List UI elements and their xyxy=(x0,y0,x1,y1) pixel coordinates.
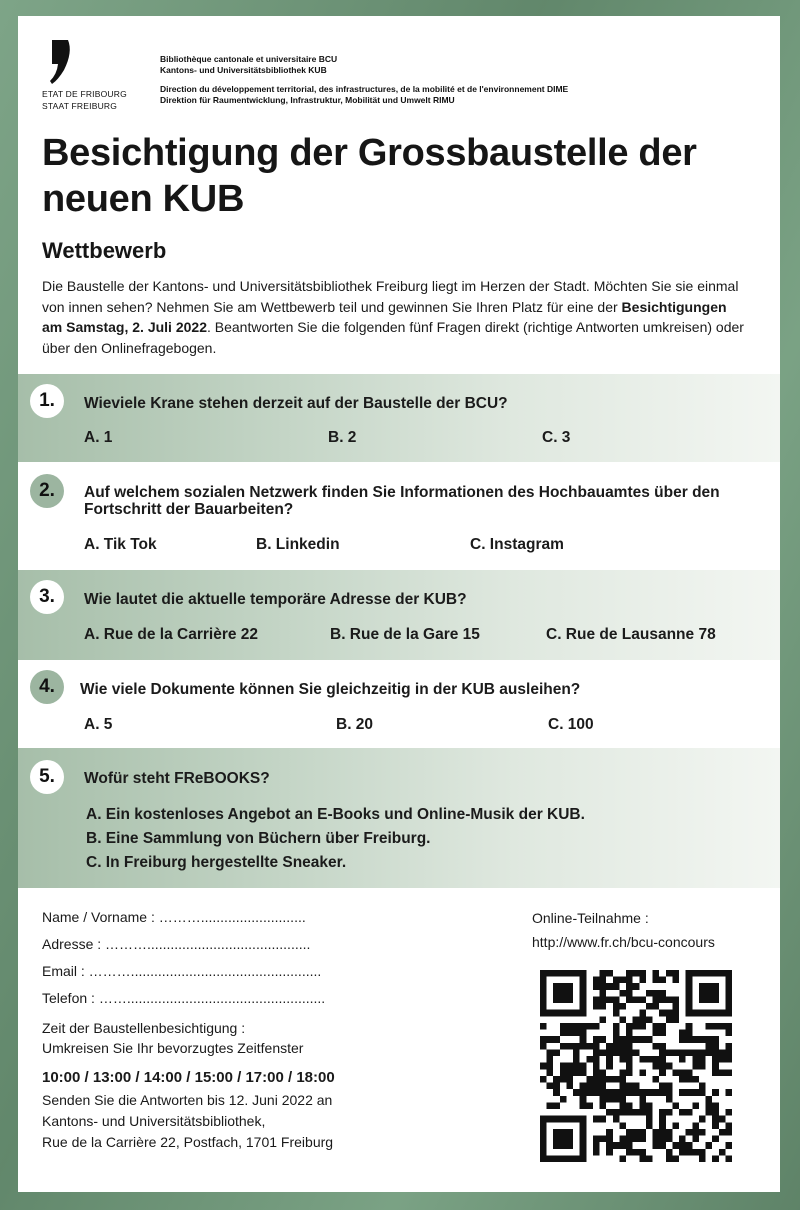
answer-option[interactable]: A. 1 xyxy=(84,429,113,446)
answer-option[interactable]: C. Instagram xyxy=(470,536,564,553)
answer-option[interactable]: C. 3 xyxy=(542,429,571,446)
answer-option[interactable]: B. 20 xyxy=(336,716,374,733)
question-text: Wofür steht FReBOOKS? xyxy=(84,770,270,787)
org-line: Kantons- und Universitätsbibliothek KUB xyxy=(160,65,327,75)
question-number: 4. xyxy=(30,670,64,704)
question-number: 1. xyxy=(30,384,64,418)
name-field[interactable]: Name / Vorname : ………........................... xyxy=(42,909,306,925)
online-participation xyxy=(532,906,715,954)
phone-field[interactable]: Telefon : ……................................................... xyxy=(42,990,326,1006)
question-3 xyxy=(18,570,780,660)
org-line: Direktion für Raumentwicklung, Infrastruktur, Mobilität und Umwelt RIMU xyxy=(160,95,455,105)
page-title: Besichtigung der Grossbaustelle der neuen KUB xyxy=(42,132,697,220)
answer-option[interactable]: B. Rue de la Gare 15 xyxy=(330,626,480,643)
answer-option[interactable]: C. Rue de Lausanne 78 xyxy=(546,626,716,643)
participation-form xyxy=(42,904,502,1153)
org-line: Direction du développement territorial, des infrastructures, de la mobilité et de l'environnement DIME xyxy=(160,84,569,94)
answer-option[interactable]: B. Eine Sammlung von Büchern über Freiburg. xyxy=(86,830,431,847)
qr-code-icon[interactable] xyxy=(540,970,732,1162)
question-text: Auf welchem sozialen Netzwerk finden Sie Informationen des Hochbauamtes über den Fortschritt der Bauarbeiten? xyxy=(84,484,720,518)
question-number: 2. xyxy=(30,474,64,508)
answer-option[interactable]: A. Ein kostenloses Angebot an E-Books und Online-Musik der KUB. xyxy=(86,806,585,823)
address-field[interactable]: Adresse : ……….......................................... xyxy=(42,936,311,952)
header xyxy=(42,38,762,118)
question-5 xyxy=(18,748,780,888)
intro-paragraph: Die Baustelle der Kantons- und Universitätsbibliothek Freiburg liegt im Herzen der Stadt. Möchten Sie sie einmal von innen sehen? Nehmen Sie am Wettbewerb teil und gewinnen Sie Ihren Platz für eine der Besichtigungen am Samstag, 2. Juli 2022. Beantworten Sie die folgenden fünf Fragen direkt (richtige Antworten umkreisen) oder über den Onlinefragebogen. xyxy=(42,278,744,356)
flyer-sheet xyxy=(18,16,780,1192)
question-2 xyxy=(18,462,780,570)
fribourg-comma-logo-icon xyxy=(48,38,74,84)
answer-option[interactable]: A. 5 xyxy=(84,716,113,733)
email-field[interactable]: Email : ………................................................. xyxy=(42,963,322,979)
section-subtitle: Wettbewerb xyxy=(42,238,167,263)
answer-option[interactable]: A. Tik Tok xyxy=(84,536,157,553)
question-4 xyxy=(18,660,780,748)
time-slots[interactable]: 10:00 / 13:00 / 14:00 / 15:00 / 17:00 / 18:00 xyxy=(42,1069,335,1086)
answer-option[interactable]: A. Rue de la Carrière 22 xyxy=(84,626,259,643)
question-1 xyxy=(18,374,780,462)
answer-option[interactable]: C. In Freiburg hergestellte Sneaker. xyxy=(86,854,347,871)
canton-label: ETAT DE FRIBOURG STAAT FREIBURG xyxy=(42,89,127,111)
question-number: 3. xyxy=(30,580,64,614)
answer-option[interactable]: C. 100 xyxy=(548,716,594,733)
org-line: Bibliothèque cantonale et universitaire BCU xyxy=(160,54,338,64)
question-text: Wieviele Krane stehen derzeit auf der Baustelle der BCU? xyxy=(84,395,508,412)
time-label: Zeit der Baustellenbesichtigung : Umkreisen Sie Ihr bevorzugtes Zeitfenster xyxy=(42,1020,304,1056)
online-label: Online-Teilnahme : xyxy=(532,910,649,926)
question-text: Wie lautet die aktuelle temporäre Adresse der KUB? xyxy=(84,591,467,608)
question-text: Wie viele Dokumente können Sie gleichzeitig in der KUB ausleihen? xyxy=(80,681,581,698)
question-number: 5. xyxy=(30,760,64,794)
online-url[interactable]: http://www.fr.ch/bcu-concours xyxy=(532,934,715,950)
send-instructions: Senden Sie die Antworten bis 12. Juni 2022 an Kantons- und Universitätsbibliothek, Rue de la Carrière 22, Postfach, 1701 Freiburg xyxy=(42,1092,334,1150)
answer-option[interactable]: B. 2 xyxy=(328,429,357,446)
organisation-block xyxy=(160,54,568,106)
answer-option[interactable]: B. Linkedin xyxy=(256,536,340,553)
